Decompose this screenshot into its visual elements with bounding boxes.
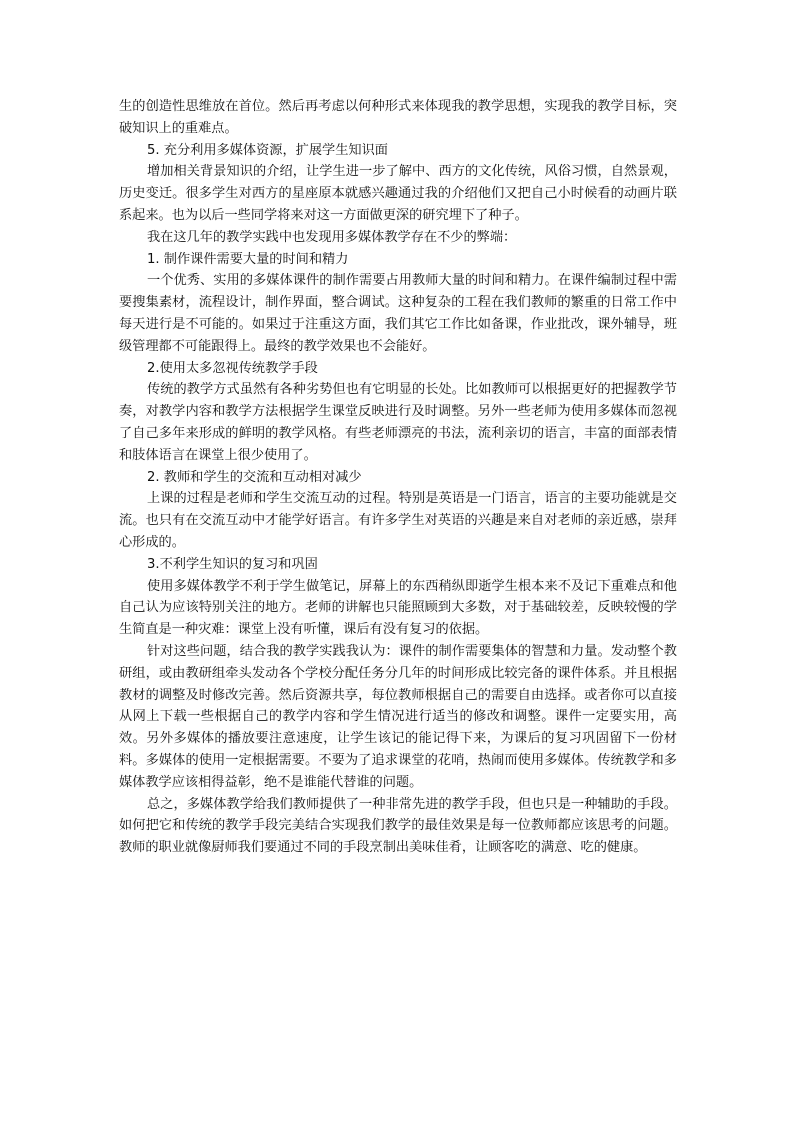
paragraph-solutions: 针对这些问题，结合我的教学实践我认为：课件的制作需要集体的智慧和力量。发动整个教研组，或由教研组牵头发动各个学校分配任务分几年的时间形成比较完备的课件体系。并且根据教材的调整及时修改完善。然后资源共享，每位教师根据自己的需要自由选择。或者你可以直接从网上下载一些根据自己的教学内容和学生情况进行适当的修改和调整。课件一定要实用，高效。另外多媒体的播放要注意速度，让学生该记的能记得下来，为课后的复习巩固留下一份材料。多媒体的使用一定根据需要。不要为了追求课堂的花哨，热闹而使用多媒体。传统教学和多媒体教学应该相得益彰，绝不是谁能代替谁的问题。 (119, 643, 677, 790)
paragraph-conclusion: 总之，多媒体教学给我们教师提供了一种非常先进的教学手段，但也只是一种辅助的手段。如何把它和传统的教学手段完美结合实现我们教学的最佳效果是每一位教师都应该思考的问题。教师的职业就像厨师我们要通过不同的手段烹制出美味佳肴，让顾客吃的满意、吃的健康。 (119, 796, 677, 856)
paragraph-continuation: 生的创造性思维放在首位。然后再考虑以何种形式来体现我的教学思想，实现我的教学目标，突破知识上的重难点。 (119, 99, 677, 136)
section-heading-5: 5. 充分利用多媒体资源，扩展学生知识面 (147, 142, 388, 158)
paragraph-review: 使用多媒体教学不利于学生做笔记，屏幕上的东西稍纵即逝学生根本来不及记下重难点和他自己认为应该特别关注的地方。老师的讲解也只能照顾到大多数，对于基础较差，反映较慢的学生简直是一种灾难：课堂上没有听懂，课后有没有复习的依据。 (119, 578, 677, 638)
paragraph-courseware-time: 一个优秀、实用的多媒体课件的制作需要占用教师大量的时间和精力。在课件编制过程中需要搜集素材，流程设计，制作界面，整合调试。这种复杂的工程在我们教师的繁重的日常工作中每天进行是不可能的。如果过于注重这方面，我们其它工作比如备课，作业批改，课外辅导，班级管理都不可能跟得上。最终的教学效果也不会能好。 (119, 273, 677, 354)
section-heading-1: 1. 制作课件需要大量的时间和精力 (147, 251, 349, 267)
document-body (119, 96, 677, 859)
section-heading-2a: 2.使用太多忽视传统教学手段 (147, 360, 318, 376)
paragraph-background-knowledge: 增加相关背景知识的介绍，让学生进一步了解中、西方的文化传统，风俗习惯，自然景观，历史变迁。很多学生对西方的星座原本就感兴趣通过我的介绍他们又把自己小时候看的动画片联系起来。也为以后一些同学将来对这一方面做更深的研究埋下了种子。 (119, 164, 677, 223)
paragraph-traditional-methods: 传统的教学方式虽然有各种劣势但也有它明显的长处。比如教师可以根据更好的把握教学节奏，对教学内容和教学方法根据学生课堂反映进行及时调整。另外一些老师为使用多媒体而忽视了自己多年来形成的鲜明的教学风格。有些老师漂亮的书法，流利亲切的语言，丰富的面部表情和肢体语言在课堂上很少使用了。 (119, 382, 677, 463)
section-heading-3: 3.不利学生知识的复习和巩固 (147, 556, 318, 572)
paragraph-interaction: 上课的过程是老师和学生交流互动的过程。特别是英语是一门语言，语言的主要功能就是交流。也只有在交流互动中才能学好语言。有许多学生对英语的兴趣是来自对老师的亲近感，崇拜心形成的。 (119, 491, 677, 550)
paragraph-drawbacks-intro: 我在这几年的教学实践中也发现用多媒体教学存在不少的弊端： (147, 229, 517, 245)
section-heading-2b: 2. 教师和学生的交流和互动相对减少 (147, 469, 362, 485)
